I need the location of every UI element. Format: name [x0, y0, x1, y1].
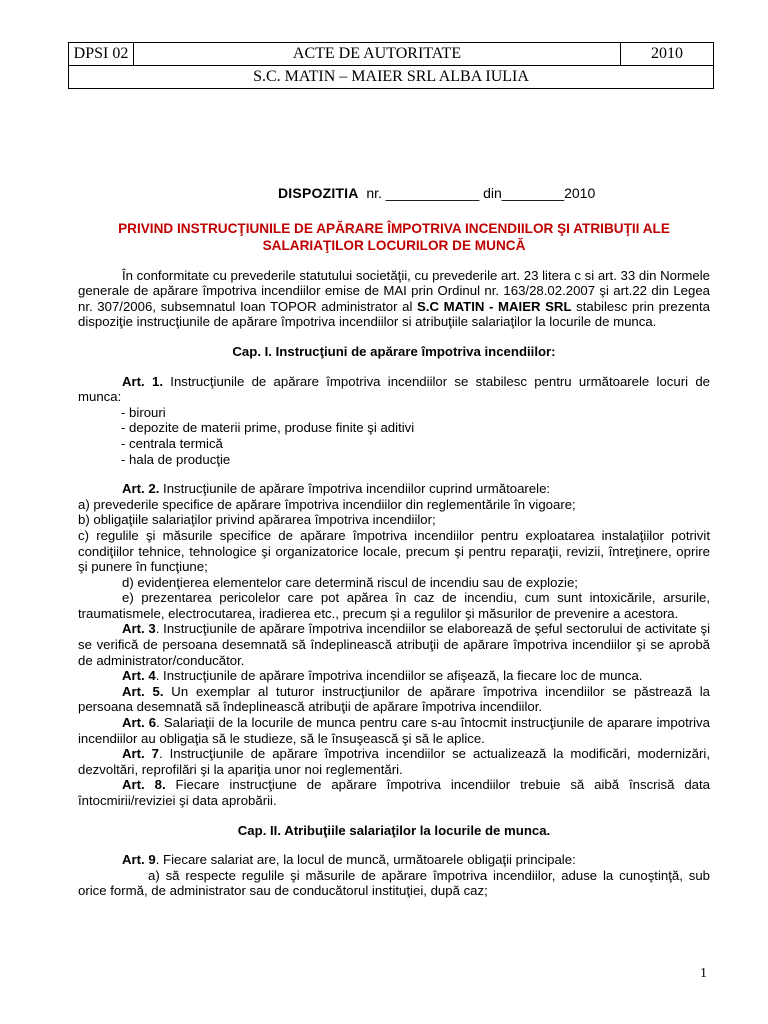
list-item: a) să respecte regulile şi măsurile de apărare împotriva incendiilor, aduse la cunoştinţă, sub orice formă, de administrator sau de conducătorul instituţiei, după caz;: [78, 867, 710, 899]
article-2-text: Instrucţiunile de apărare împotriva incendiilor cuprind următoarele:: [159, 481, 551, 497]
article-9-label: Art. 9: [122, 852, 156, 868]
article-9: [78, 852, 710, 868]
article-4-label: Art. 4: [122, 668, 156, 684]
disposition-line: [78, 186, 710, 202]
company-name: S.C. MATIN – MAIER SRL ALBA IULIA: [69, 66, 714, 89]
article-7-text: . Instrucţiunile de apărare împotriva incendiilor se actualizează la modificări, modernizări, dezvoltări, reprofilări şi la apariţia unor noi reglementări.: [78, 746, 710, 777]
article-1-text: Instrucţiunile de apărare împotriva incendiilor se stabilesc pentru următoarele locuri de munca:: [78, 373, 711, 405]
article-2: [78, 481, 710, 497]
list-item: b) obligaţiile salariaţilor privind apărarea împotriva incendiilor;: [78, 512, 436, 528]
list-item: d) evidenţierea elementelor care determină riscul de incendiu sau de explozie;: [122, 574, 578, 590]
article-1: [78, 374, 710, 405]
document-subtitle: PRIVIND INSTRUCŢIUNILE DE APĂRARE ÎMPOTRIVA INCENDIILOR ŞI ATRIBUŢII ALE SALARIAŢILOR LOCURILOR DE MUNCĂ: [118, 220, 670, 253]
article-3: [78, 621, 710, 668]
article-1-label: Art. 1.: [122, 373, 163, 389]
article-8-text: Fiecare instrucţiune de apărare împotriva incendiilor trebuie să aibă înscrisă data întocmirii/reviziei şi data aprobării.: [78, 777, 711, 808]
intro-part2: stabilesc prin prezenta dispoziţie instrucţiunile de apărare împotriva incendiilor si atribuţiile salariaţilor la locurile de munca.: [78, 298, 710, 330]
article-1-list: [78, 405, 710, 467]
intro-part1: În conformitate cu prevederile statutului societăţii, cu prevederile art. 23 litera c si art. 33 din Normele generale de apărare împotriva incendiilor emise de MAI prin Ordinul nr. 163/28.02.2007 şi art.22 din Legea nr. 307/2006, subsemnatul Ioan TOPOR administrator al: [78, 267, 710, 314]
list-item: - centrala termică: [121, 435, 223, 451]
article-7-label: Art. 7: [122, 746, 159, 762]
list-item: c) regulile şi măsurile specifice de apărare împotriva incendiilor pentru exploatarea instalaţiilor potrivit condiţiilor tehnice, tehnologice şi organizatorice locale, precum şi pentru reparaţii, revizii, întreţinere, oprire şi punere în funcţiune;: [78, 527, 710, 575]
article-6-text: . Salariaţii de la locurile de munca pentru care s-au întocmit instrucţiunile de aparare impotriva incendiilor au obligaţia să le studieze, să le însuşească şi să le aplice.: [78, 715, 710, 746]
article-5-text: Un exemplar al tuturor instrucţiunilor de apărare împotriva incendiilor se păstrează la persoana desemnată să îndeplinească atribuţii de apărare împotriva incendiilor.: [78, 683, 711, 715]
chapter-1-heading: Cap. I. Instrucţiuni de apărare împotriva incendiilor:: [232, 343, 556, 359]
article-5: [78, 684, 710, 715]
article-2-label: Art. 2.: [122, 481, 160, 497]
article-3-label: Art. 3: [122, 621, 156, 637]
document-year: 2010: [621, 43, 714, 66]
article-8: [78, 777, 710, 808]
chapter-2-heading: Cap. II. Atribuţiile salariaţilor la locurile de munca.: [237, 822, 551, 838]
list-item: e) prezentarea pericolelor care pot apărea în caz de incendiu, cum sunt intoxicările, arsurile, traumatismele, electrocutarea, iradierea etc., precum şi a regulilor şi măsurilor de prevenire a acestora.: [78, 590, 710, 621]
page-number: 1: [700, 966, 707, 981]
list-item: - birouri: [121, 404, 166, 420]
article-4: [78, 668, 710, 684]
article-7: [78, 746, 710, 777]
list-item: - depozite de materii prime, produse finite şi aditivi: [121, 420, 415, 436]
article-8-label: Art. 8.: [122, 777, 166, 793]
document-code: DPSI 02: [69, 43, 134, 66]
article-6-label: Art. 6: [122, 715, 157, 731]
intro-company: S.C MATIN - MAIER SRL: [417, 298, 572, 314]
article-4-text: . Instrucţiunile de apărare împotriva incendiilor se afişează, la fiecare loc de munca.: [155, 668, 643, 684]
article-6: [78, 715, 710, 746]
intro-paragraph: [78, 268, 710, 330]
document-title: ACTE DE AUTORITATE: [134, 43, 621, 66]
list-item: a) prevederile specifice de apărare împotriva incendiilor din reglementările în vigoare;: [78, 496, 576, 512]
disposition-label: DISPOZITIA: [278, 185, 359, 201]
document-header-table: [68, 42, 714, 89]
list-item: - hala de producţie: [121, 451, 231, 467]
article-9-text: . Fiecare salariat are, la locul de muncă, următoarele obligaţii principale:: [155, 852, 576, 868]
article-5-label: Art. 5.: [122, 683, 164, 699]
document-body: [78, 186, 710, 899]
article-3-text: . Instrucţiunile de apărare împotriva incendiilor se elaborează de şeful sectorului de activitate şi se verifică de persoana desemnată să îndeplinească atribuţii de apărare împotriva incendiilor şi se aprobă de administrator/conducător.: [78, 621, 711, 668]
disposition-number: nr. ____________ din________2010: [366, 185, 596, 201]
